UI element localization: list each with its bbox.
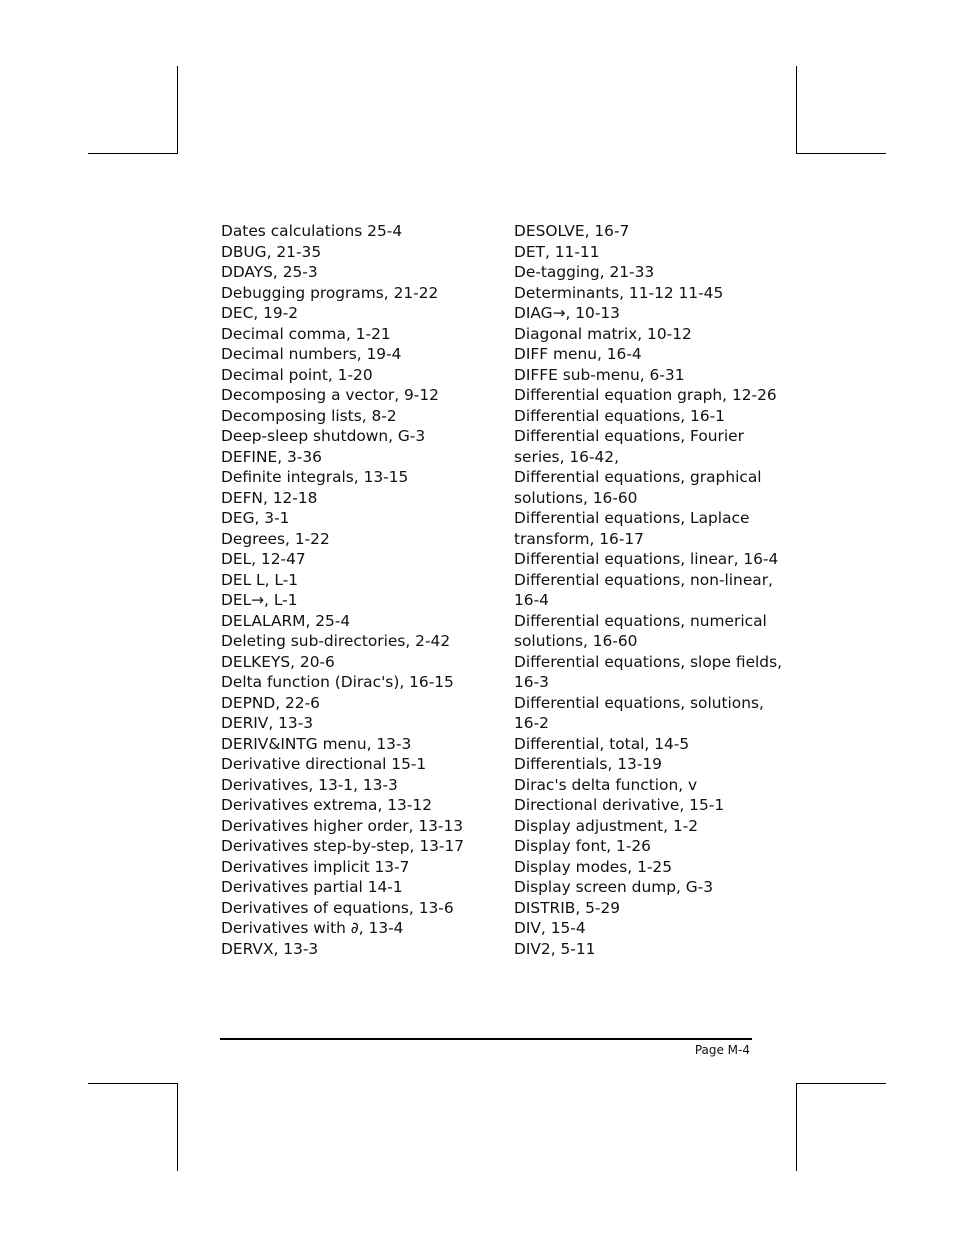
index-entry: DIV, 15-4 <box>514 919 586 937</box>
index-entry: DELKEYS, 20-6 <box>221 652 335 671</box>
crop-mark-top-right-vertical <box>796 66 797 154</box>
index-entry: Deep-sleep shutdown, G-3 <box>221 427 426 445</box>
index-entry: Debugging programs, 21-22 <box>221 283 439 302</box>
index-entry: Decimal numbers, 19-4 <box>221 345 402 363</box>
index-entry: Display modes, 1-25 <box>514 857 673 876</box>
crop-mark-top-left-horizontal <box>88 153 177 154</box>
index-entry: Decimal point, 1-20 <box>221 365 373 384</box>
index-entry: Derivatives of equations, 13-6 <box>221 898 454 917</box>
index-entry: DBUG, 21-35 <box>221 242 322 261</box>
index-entry: Differential equations, solutions, <box>514 693 764 712</box>
index-entry: Differential equations, linear, 16-4 <box>514 550 779 568</box>
index-entry: Decomposing a vector, 9-12 <box>221 386 439 404</box>
index-entry: Diagonal matrix, 10-12 <box>514 324 692 343</box>
index-entry: DERIV&INTG menu, 13-3 <box>221 734 412 753</box>
index-entry: Deleting sub-directories, 2-42 <box>221 632 451 650</box>
index-entry: DEFINE, 3-36 <box>221 447 322 466</box>
index-entry: Display adjustment, 1-2 <box>514 816 699 835</box>
index-entry: Differential equations, 16-1 <box>514 406 725 425</box>
crop-mark-top-left-vertical <box>177 66 178 154</box>
index-entry: Decimal comma, 1-21 <box>221 324 391 343</box>
index-entry: DEL, 12-47 <box>221 550 306 568</box>
index-entry: DET, 11-11 <box>514 242 600 261</box>
index-entry: DERVX, 13-3 <box>221 939 319 958</box>
index-entry: Derivative directional 15-1 <box>221 755 427 773</box>
index-entry: De-tagging, 21-33 <box>514 263 655 281</box>
index-entry: Differential equations, Laplace <box>514 509 750 527</box>
index-entry: Decomposing lists, 8-2 <box>221 406 397 425</box>
index-entry: Derivatives higher order, 13-13 <box>221 816 464 835</box>
index-entry: DEPND, 22-6 <box>221 693 320 712</box>
index-entry: series, 16-42, <box>514 447 619 466</box>
index-entry: Dirac's delta function, v <box>514 775 698 794</box>
crop-mark-top-right-horizontal <box>797 153 886 154</box>
index-entry: Delta function (Dirac's), 16-15 <box>221 673 454 691</box>
index-entry: Derivatives extrema, 13-12 <box>221 796 432 814</box>
crop-mark-bottom-left-horizontal <box>88 1083 177 1084</box>
index-entry: Differential equations, slope fields, <box>514 652 782 671</box>
index-entry: DERIV, 13-3 <box>221 714 314 732</box>
index-column-right <box>514 221 782 959</box>
index-entry: Differential equations, Fourier <box>514 427 744 445</box>
index-entry: solutions, 16-60 <box>514 488 638 507</box>
index-entry: Derivatives, 13-1, 13-3 <box>221 775 398 794</box>
index-entry: DIFFE sub-menu, 6-31 <box>514 365 685 384</box>
index-entry: Derivatives partial 14-1 <box>221 878 403 896</box>
index-entry: 16-3 <box>514 673 549 691</box>
index-entry: Degrees, 1-22 <box>221 529 330 548</box>
index-entry: DDAYS, 25-3 <box>221 263 318 281</box>
index-entry: DESOLVE, 16-7 <box>514 222 630 240</box>
index-entry: Derivatives with ∂, 13-4 <box>221 919 404 937</box>
index-entry: 16-2 <box>514 714 549 732</box>
index-entry: Determinants, 11-12 11-45 <box>514 283 724 302</box>
index-entry: DEL→, L-1 <box>221 591 298 609</box>
crop-mark-bottom-right-vertical <box>796 1083 797 1171</box>
index-entry: DEFN, 12-18 <box>221 488 318 507</box>
crop-mark-bottom-left-vertical <box>177 1083 178 1171</box>
index-entry: Differential equations, non-linear, <box>514 570 773 589</box>
index-entry: Differential, total, 14-5 <box>514 734 690 753</box>
index-column-left <box>221 221 481 959</box>
index-entry: Derivatives implicit 13-7 <box>221 857 410 876</box>
index-entry: solutions, 16-60 <box>514 632 638 650</box>
index-entry: Directional derivative, 15-1 <box>514 796 725 814</box>
index-entry: transform, 16-17 <box>514 529 644 548</box>
index-entry: DEL L, L-1 <box>221 570 299 589</box>
index-entry: DISTRIB, 5-29 <box>514 898 621 917</box>
index-entry: Differential equations, graphical <box>514 468 762 486</box>
index-entry: DELALARM, 25-4 <box>221 611 351 630</box>
index-entry: DEC, 19-2 <box>221 304 299 322</box>
index-entry: Differential equations, numerical <box>514 611 767 630</box>
index-entry: Differentials, 13-19 <box>514 755 662 773</box>
index-entry: Definite integrals, 13-15 <box>221 468 409 486</box>
footer-rule <box>220 1038 752 1040</box>
index-entry: DEG, 3-1 <box>221 509 290 527</box>
index-entry: Dates calculations 25-4 <box>221 222 403 240</box>
crop-mark-bottom-right-horizontal <box>797 1083 886 1084</box>
index-entry: Display screen dump, G-3 <box>514 878 714 896</box>
index-entry: Display font, 1-26 <box>514 837 651 855</box>
index-entry: Differential equation graph, 12-26 <box>514 386 777 404</box>
index-entry: DIFF menu, 16-4 <box>514 345 642 363</box>
index-entry: Derivatives step-by-step, 13-17 <box>221 837 465 855</box>
index-entry: DIV2, 5-11 <box>514 939 596 958</box>
page-number: Page M-4 <box>694 1043 750 1057</box>
index-entry: 16-4 <box>514 591 549 609</box>
index-entry: DIAG→, 10-13 <box>514 304 620 322</box>
